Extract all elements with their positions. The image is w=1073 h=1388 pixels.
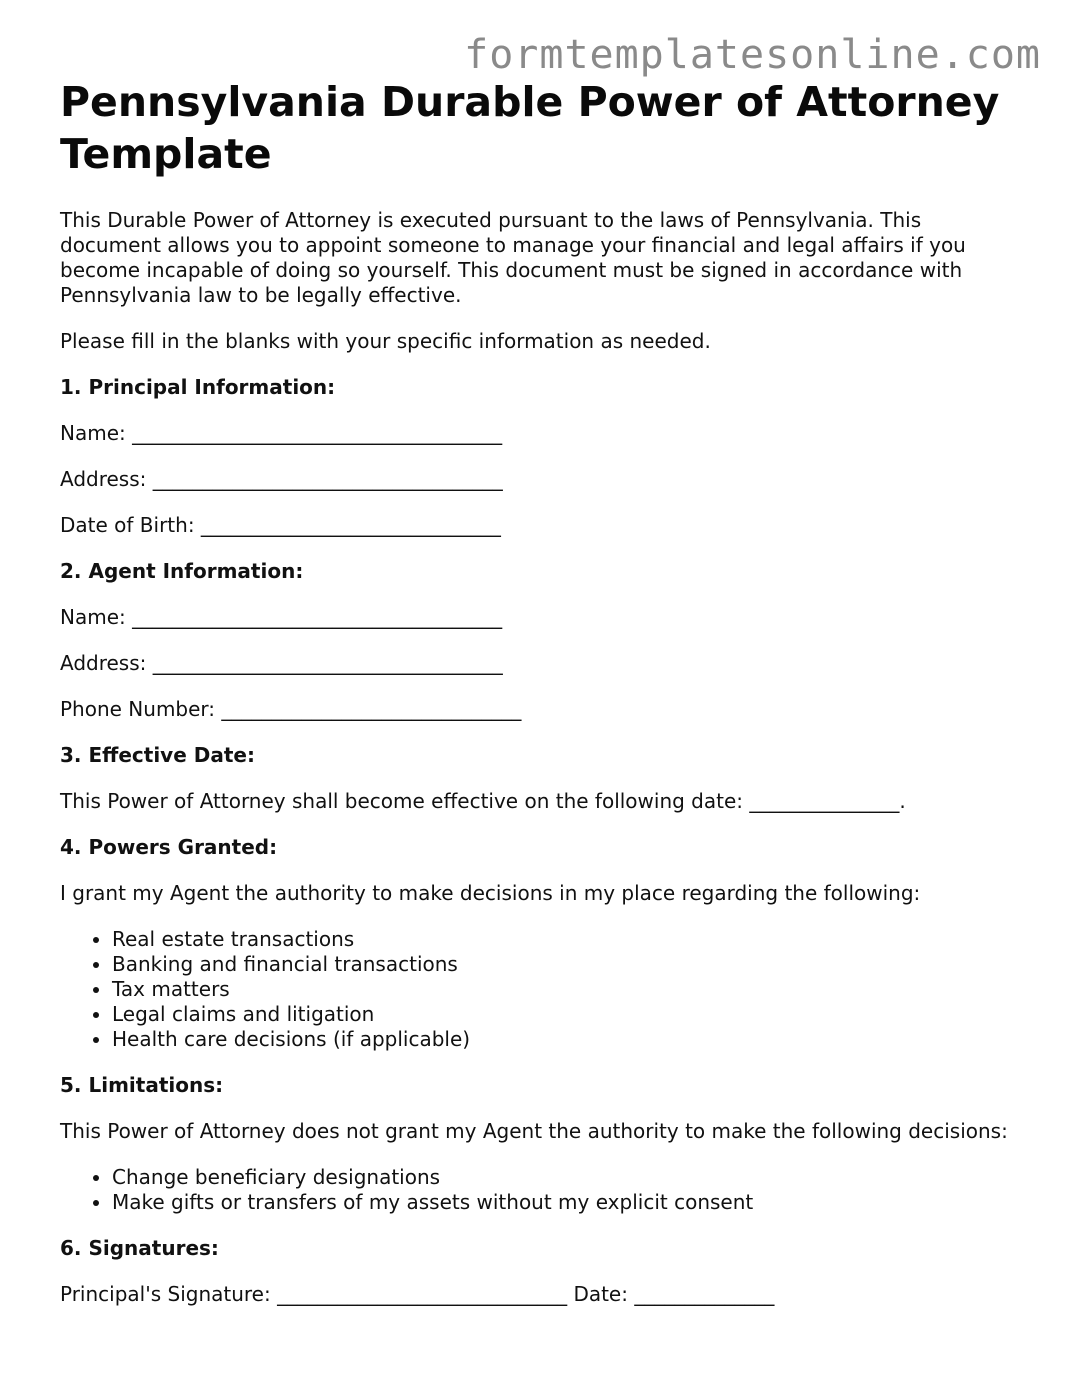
principal-address-field[interactable]: Address: ___________________________________ — [60, 467, 503, 491]
list-item: • Legal claims and litigation — [112, 1002, 1020, 1027]
limitations-text: This Power of Attorney does not grant my Agent the authority to make the following decisions: — [60, 1119, 1008, 1143]
powers-list — [60, 927, 1020, 1052]
section-6-heading: 6. Signatures: — [60, 1236, 219, 1260]
section-3-heading: 3. Effective Date: — [60, 743, 255, 767]
list-item: • Health care decisions (if applicable) — [112, 1027, 1020, 1052]
agent-address-field[interactable]: Address: ___________________________________ — [60, 651, 503, 675]
instruction-text: Please fill in the blanks with your specific information as needed. — [60, 329, 711, 353]
list-item: • Tax matters — [112, 977, 1020, 1002]
limitations-list — [60, 1165, 1020, 1215]
list-item: • Change beneficiary designations — [112, 1165, 1020, 1190]
watermark: formtemplatesonline.com — [464, 32, 1041, 78]
section-5-heading: 5. Limitations: — [60, 1073, 224, 1097]
section-2-heading: 2. Agent Information: — [60, 559, 304, 583]
principal-signature-field[interactable]: Principal's Signature: _____________________________ Date: ______________ — [60, 1282, 775, 1306]
list-item: • Real estate transactions — [112, 927, 1020, 952]
list-item: • Make gifts or transfers of my assets without my explicit consent — [112, 1190, 1020, 1215]
powers-granted-text: I grant my Agent the authority to make decisions in my place regarding the following: — [60, 881, 921, 905]
list-item: • Banking and financial transactions — [112, 952, 1020, 977]
document-page — [60, 76, 1020, 1307]
section-4-heading: 4. Powers Granted: — [60, 835, 278, 859]
section-1-heading: 1. Principal Information: — [60, 375, 336, 399]
agent-name-field[interactable]: Name: _____________________________________ — [60, 605, 503, 629]
effective-date-field[interactable]: This Power of Attorney shall become effective on the following date: _______________. — [60, 789, 906, 813]
agent-phone-field[interactable]: Phone Number: ______________________________ — [60, 697, 522, 721]
principal-dob-field[interactable]: Date of Birth: ______________________________ — [60, 513, 501, 537]
principal-name-field[interactable]: Name: _____________________________________ — [60, 421, 503, 445]
intro-paragraph: This Durable Power of Attorney is executed pursuant to the laws of Pennsylvania. This document allows you to appoint someone to manage your financial and legal affairs if you become incapable of doing so yourself. This document must be signed in accordance with Pennsylvania law to be legally effective. — [60, 208, 966, 307]
document-title: Pennsylvania Durable Power of Attorney Template — [60, 78, 1000, 178]
